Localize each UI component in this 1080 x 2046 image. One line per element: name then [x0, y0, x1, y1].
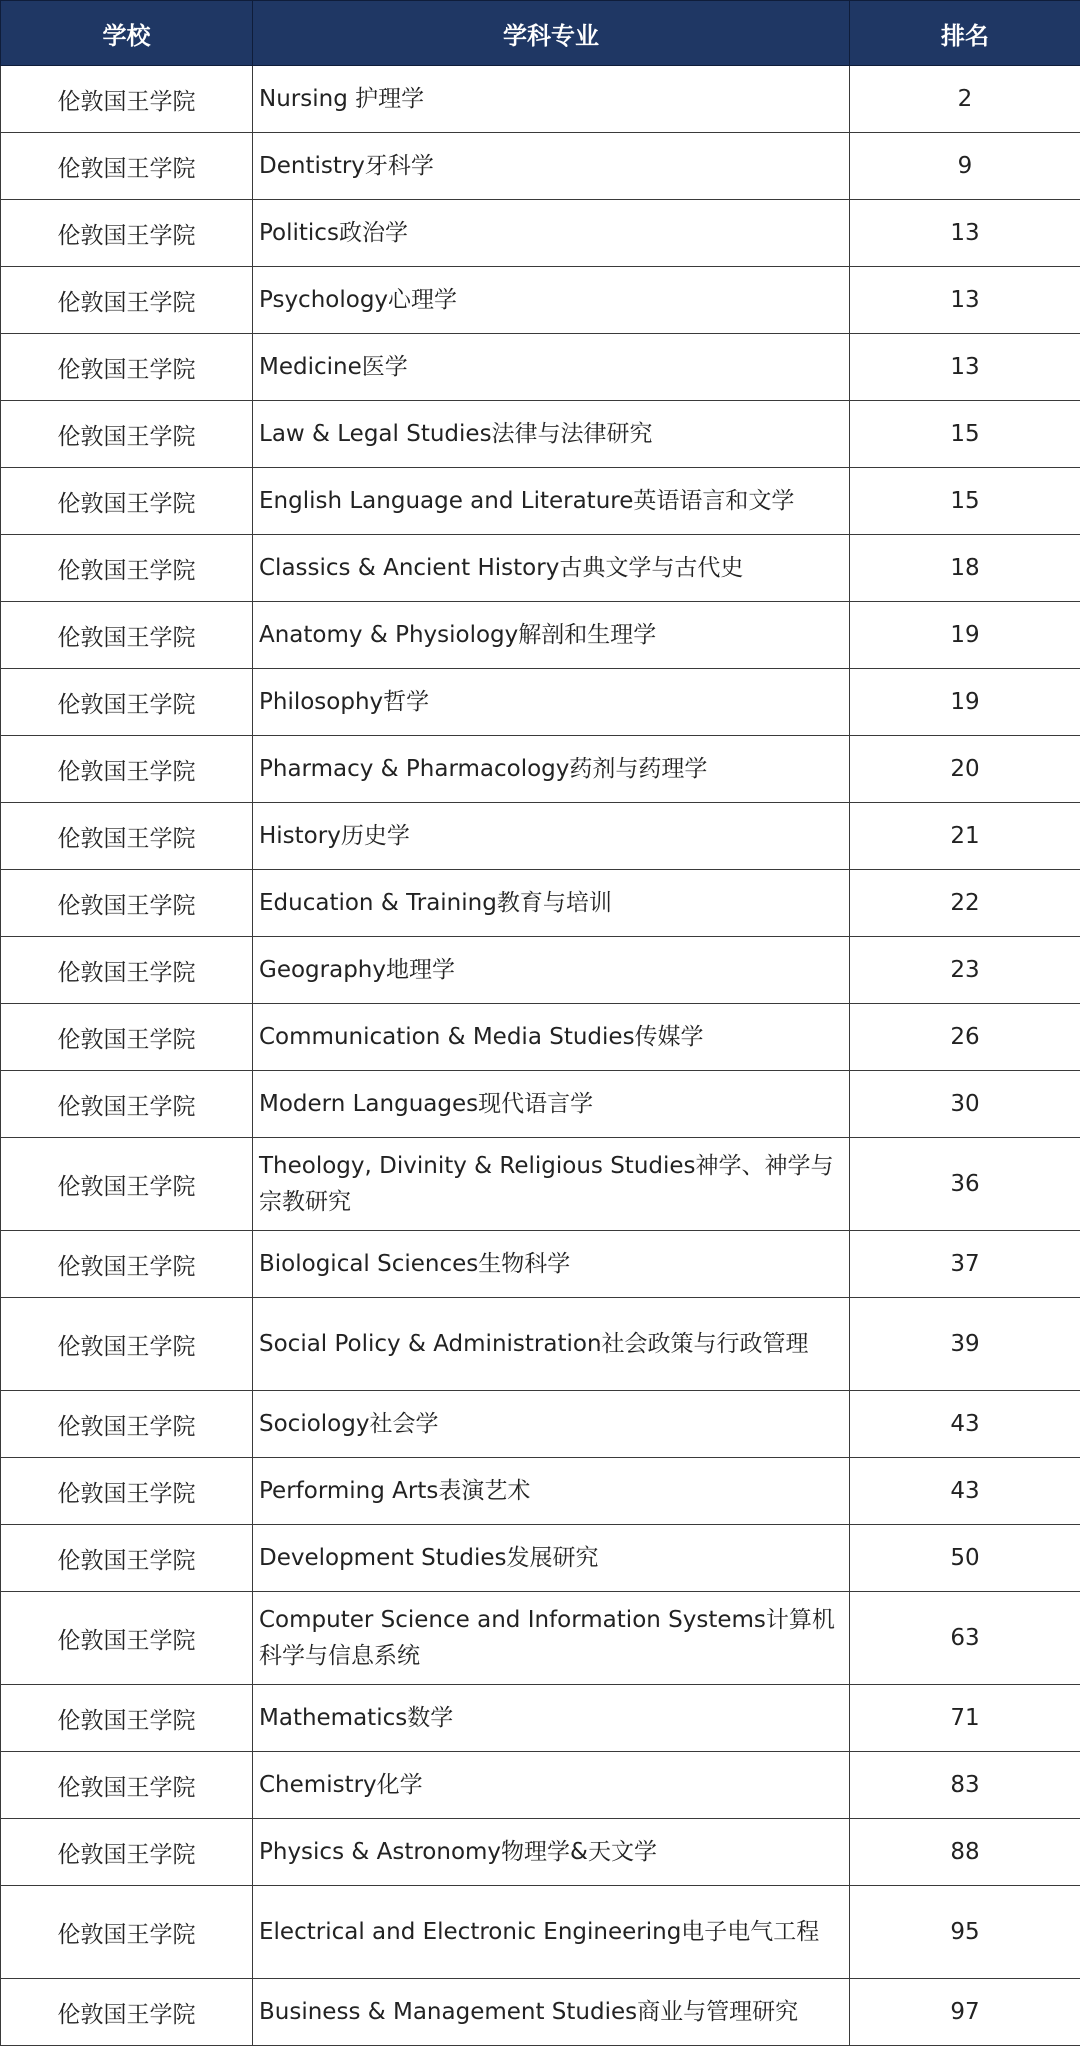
subject-cell: Performing Arts表演艺术 [253, 1458, 850, 1525]
subject-cell: Philosophy哲学 [253, 669, 850, 736]
table-row [1, 401, 1080, 468]
school-cell: 伦敦国王学院 [1, 334, 253, 401]
school-cell: 伦敦国王学院 [1, 1391, 253, 1458]
school-cell: 伦敦国王学院 [1, 200, 253, 267]
table-row [1, 1004, 1080, 1071]
table-row [1, 1819, 1080, 1886]
subject-cell: Psychology心理学 [253, 267, 850, 334]
subject-cell: Chemistry化学 [253, 1752, 850, 1819]
school-cell: 伦敦国王学院 [1, 602, 253, 669]
table-row [1, 535, 1080, 602]
subject-cell: Biological Sciences生物科学 [253, 1231, 850, 1298]
rank-cell: 19 [850, 669, 1080, 736]
rank-cell: 2 [850, 66, 1080, 133]
table-row [1, 1071, 1080, 1138]
school-cell: 伦敦国王学院 [1, 1458, 253, 1525]
rank-cell: 83 [850, 1752, 1080, 1819]
school-cell: 伦敦国王学院 [1, 1886, 253, 1979]
table-row [1, 669, 1080, 736]
subject-cell: Education & Training教育与培训 [253, 870, 850, 937]
table-row [1, 1685, 1080, 1752]
table-row [1, 1458, 1080, 1525]
table-row [1, 870, 1080, 937]
subject-cell: Politics政治学 [253, 200, 850, 267]
school-cell: 伦敦国王学院 [1, 1231, 253, 1298]
school-cell: 伦敦国王学院 [1, 133, 253, 200]
table-row [1, 468, 1080, 535]
rank-cell: 63 [850, 1592, 1080, 1685]
table-row [1, 267, 1080, 334]
school-cell: 伦敦国王学院 [1, 937, 253, 1004]
table-row [1, 334, 1080, 401]
subject-cell: Medicine医学 [253, 334, 850, 401]
subject-cell: Modern Languages现代语言学 [253, 1071, 850, 1138]
subject-cell: Business & Management Studies商业与管理研究 [253, 1979, 850, 2046]
table-row [1, 1231, 1080, 1298]
table-row [1, 937, 1080, 1004]
rank-cell: 20 [850, 736, 1080, 803]
header-rank: 排名 [850, 1, 1080, 66]
subject-cell: History历史学 [253, 803, 850, 870]
rank-cell: 36 [850, 1138, 1080, 1231]
rank-cell: 9 [850, 133, 1080, 200]
header-school: 学校 [1, 1, 253, 66]
school-cell: 伦敦国王学院 [1, 1685, 253, 1752]
subject-cell: Nursing 护理学 [253, 66, 850, 133]
table-row [1, 1391, 1080, 1458]
school-cell: 伦敦国王学院 [1, 1071, 253, 1138]
rank-cell: 15 [850, 468, 1080, 535]
table-row [1, 133, 1080, 200]
rank-cell: 19 [850, 602, 1080, 669]
rank-cell: 95 [850, 1886, 1080, 1979]
rank-cell: 30 [850, 1071, 1080, 1138]
rank-cell: 22 [850, 870, 1080, 937]
subject-cell: Classics & Ancient History古典文学与古代史 [253, 535, 850, 602]
school-cell: 伦敦国王学院 [1, 267, 253, 334]
school-cell: 伦敦国王学院 [1, 1592, 253, 1685]
table-header-row [1, 1, 1080, 66]
rank-cell: 50 [850, 1525, 1080, 1592]
rank-cell: 71 [850, 1685, 1080, 1752]
subject-cell: Computer Science and Information Systems计算机科学与信息系统 [253, 1592, 850, 1685]
school-cell: 伦敦国王学院 [1, 535, 253, 602]
subject-cell: Sociology社会学 [253, 1391, 850, 1458]
rank-cell: 37 [850, 1231, 1080, 1298]
school-cell: 伦敦国王学院 [1, 1138, 253, 1231]
rank-cell: 13 [850, 334, 1080, 401]
subject-cell: Geography地理学 [253, 937, 850, 1004]
table-row [1, 1525, 1080, 1592]
subject-cell: Development Studies发展研究 [253, 1525, 850, 1592]
school-cell: 伦敦国王学院 [1, 1979, 253, 2046]
rank-cell: 13 [850, 267, 1080, 334]
table-row [1, 200, 1080, 267]
table-row [1, 1752, 1080, 1819]
subject-cell: Physics & Astronomy物理学&天文学 [253, 1819, 850, 1886]
table-row [1, 1138, 1080, 1231]
school-cell: 伦敦国王学院 [1, 66, 253, 133]
subject-cell: Theology, Divinity & Religious Studies神学、神学与宗教研究 [253, 1138, 850, 1231]
rank-cell: 97 [850, 1979, 1080, 2046]
subject-cell: English Language and Literature英语语言和文学 [253, 468, 850, 535]
rank-cell: 13 [850, 200, 1080, 267]
table-row [1, 1298, 1080, 1391]
school-cell: 伦敦国王学院 [1, 736, 253, 803]
rank-cell: 21 [850, 803, 1080, 870]
subject-cell: Anatomy & Physiology解剖和生理学 [253, 602, 850, 669]
school-cell: 伦敦国王学院 [1, 870, 253, 937]
school-cell: 伦敦国王学院 [1, 468, 253, 535]
rank-cell: 26 [850, 1004, 1080, 1071]
subject-cell: Dentistry牙科学 [253, 133, 850, 200]
rank-cell: 88 [850, 1819, 1080, 1886]
table-row [1, 1979, 1080, 2046]
table-row [1, 803, 1080, 870]
rank-cell: 23 [850, 937, 1080, 1004]
subject-cell: Electrical and Electronic Engineering电子电气工程 [253, 1886, 850, 1979]
school-cell: 伦敦国王学院 [1, 1819, 253, 1886]
subject-cell: Social Policy & Administration社会政策与行政管理 [253, 1298, 850, 1391]
school-cell: 伦敦国王学院 [1, 669, 253, 736]
school-cell: 伦敦国王学院 [1, 401, 253, 468]
table-row [1, 602, 1080, 669]
rank-cell: 15 [850, 401, 1080, 468]
table-row [1, 1592, 1080, 1685]
school-cell: 伦敦国王学院 [1, 1298, 253, 1391]
rank-cell: 18 [850, 535, 1080, 602]
table-row [1, 1886, 1080, 1979]
table-body [1, 66, 1080, 2046]
school-cell: 伦敦国王学院 [1, 1525, 253, 1592]
subject-cell: Pharmacy & Pharmacology药剂与药理学 [253, 736, 850, 803]
school-cell: 伦敦国王学院 [1, 1004, 253, 1071]
table-row [1, 66, 1080, 133]
school-cell: 伦敦国王学院 [1, 1752, 253, 1819]
rank-cell: 43 [850, 1391, 1080, 1458]
rank-cell: 43 [850, 1458, 1080, 1525]
rank-cell: 39 [850, 1298, 1080, 1391]
subject-cell: Law & Legal Studies法律与法律研究 [253, 401, 850, 468]
header-subject: 学科专业 [253, 1, 850, 66]
subject-cell: Mathematics数学 [253, 1685, 850, 1752]
table-row [1, 736, 1080, 803]
school-cell: 伦敦国王学院 [1, 803, 253, 870]
subject-cell: Communication & Media Studies传媒学 [253, 1004, 850, 1071]
